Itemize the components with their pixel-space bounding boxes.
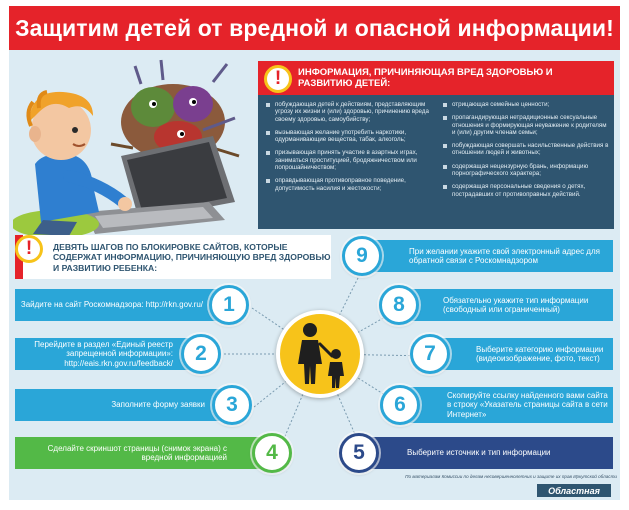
list-item: призывающая принять участие в азартных играх, заниматься проституцией, бродяжничеством или попрошайничеством; — [266, 149, 433, 171]
footer-note: По материалам Комиссии по делам несовершеннолетних и защите их прав Иркутской области — [405, 474, 617, 479]
step-9-bar — [367, 240, 613, 272]
exclamation-icon: ! — [15, 235, 43, 263]
step-7-number: 7 — [410, 334, 450, 374]
step-8-number: 8 — [379, 285, 419, 325]
step-9-number: 9 — [342, 236, 382, 276]
exclamation-icon: ! — [264, 65, 292, 93]
step-1-number: 1 — [209, 285, 249, 325]
step-6-bar — [405, 387, 613, 423]
step-2-text: Перейдите в раздел «Единый реестр запрещенной информации»: http://eais.rkn.gov.ru/feedback/ — [34, 339, 173, 368]
step-5-bar — [365, 437, 613, 469]
page-title: Защитим детей от вредной и опасной информации! — [15, 14, 614, 41]
parent-child-emblem — [276, 310, 364, 398]
step-7-text: Выберите категорию информации (видеоизображение, фото, текст) — [476, 344, 604, 363]
step-7-bar — [434, 338, 613, 370]
harmful-info-title: ИНФОРМАЦИЯ, ПРИЧИНЯЮЩАЯ ВРЕД ЗДОРОВЬЮ И РАЗВИТИЮ ДЕТЕЙ: — [298, 67, 553, 89]
step-3-bar — [15, 389, 243, 421]
step-6-text: Скопируйте ссылку найденного вами сайта в строку «Указатель страницы сайта в сети Интернет» — [447, 390, 608, 419]
step-8-text: Обязательно укажите тип информации (свободный или ограниченный) — [443, 295, 589, 314]
list-item: содержащая персональные сведения о детях, пострадавших от противоправных действий. — [443, 183, 610, 198]
parent-child-icon — [280, 314, 360, 394]
step-4-bar — [15, 437, 265, 469]
step-2-number: 2 — [181, 334, 221, 374]
step-4-text: Сделайте скриншот страницы (снимок экрана) с вредной информацией — [47, 443, 227, 462]
step-8-bar — [401, 289, 613, 321]
list-item: пропагандирующая нетрадиционные сексуальные отношения и формирующая неуважение к родителям и (или) другим членам семьи; — [443, 114, 610, 136]
poster — [9, 6, 620, 500]
step-3-number: 3 — [212, 385, 252, 425]
list-item: отрицающая семейные ценности; — [443, 101, 610, 108]
list-item: побуждающая детей к действиям, представляющим угрозу их жизни и (или) здоровью, причинению вреда своему здоровью, самоубийству; — [266, 101, 433, 123]
step-5-number: 5 — [339, 433, 379, 473]
step-3-text: Заполните форму заявки — [111, 400, 205, 410]
list-item: побуждающая совершать насильственные действия в отношении людей и животных; — [443, 142, 610, 157]
step-1-bar — [15, 289, 241, 321]
step-6-number: 6 — [380, 385, 420, 425]
step-5-text: Выберите источник и тип информации — [407, 448, 551, 458]
list-item: вызывающая желание употребить наркотики, одурманивающие вещества, табак, алкоголь; — [266, 129, 433, 144]
step-1-text: Зайдите на сайт Роскомнадзора: http://rkn.gov.ru/ — [20, 300, 203, 310]
step-9-text: При желании укажите свой электронный адрес для обратной связи с Роскомнадзором — [409, 246, 600, 265]
list-item: содержащая нецензурную брань, информацию порнографического характера; — [443, 163, 610, 178]
steps-heading-title: ДЕВЯТЬ ШАГОВ ПО БЛОКИРОВКЕ САЙТОВ, КОТОРЫЕ СОДЕРЖАТ ИНФОРМАЦИЮ, ПРИЧИНЯЮЩУЮ ВРЕД ЗДОРОВЬЮ И РАЗВИТИЮ РЕБЕНКА: — [53, 242, 331, 273]
oblastnaya-logo: Областная — [537, 484, 611, 497]
list-item: оправдывающая противоправное поведение, допустимость насилия и жестокости; — [266, 177, 433, 192]
step-4-number: 4 — [252, 433, 292, 473]
